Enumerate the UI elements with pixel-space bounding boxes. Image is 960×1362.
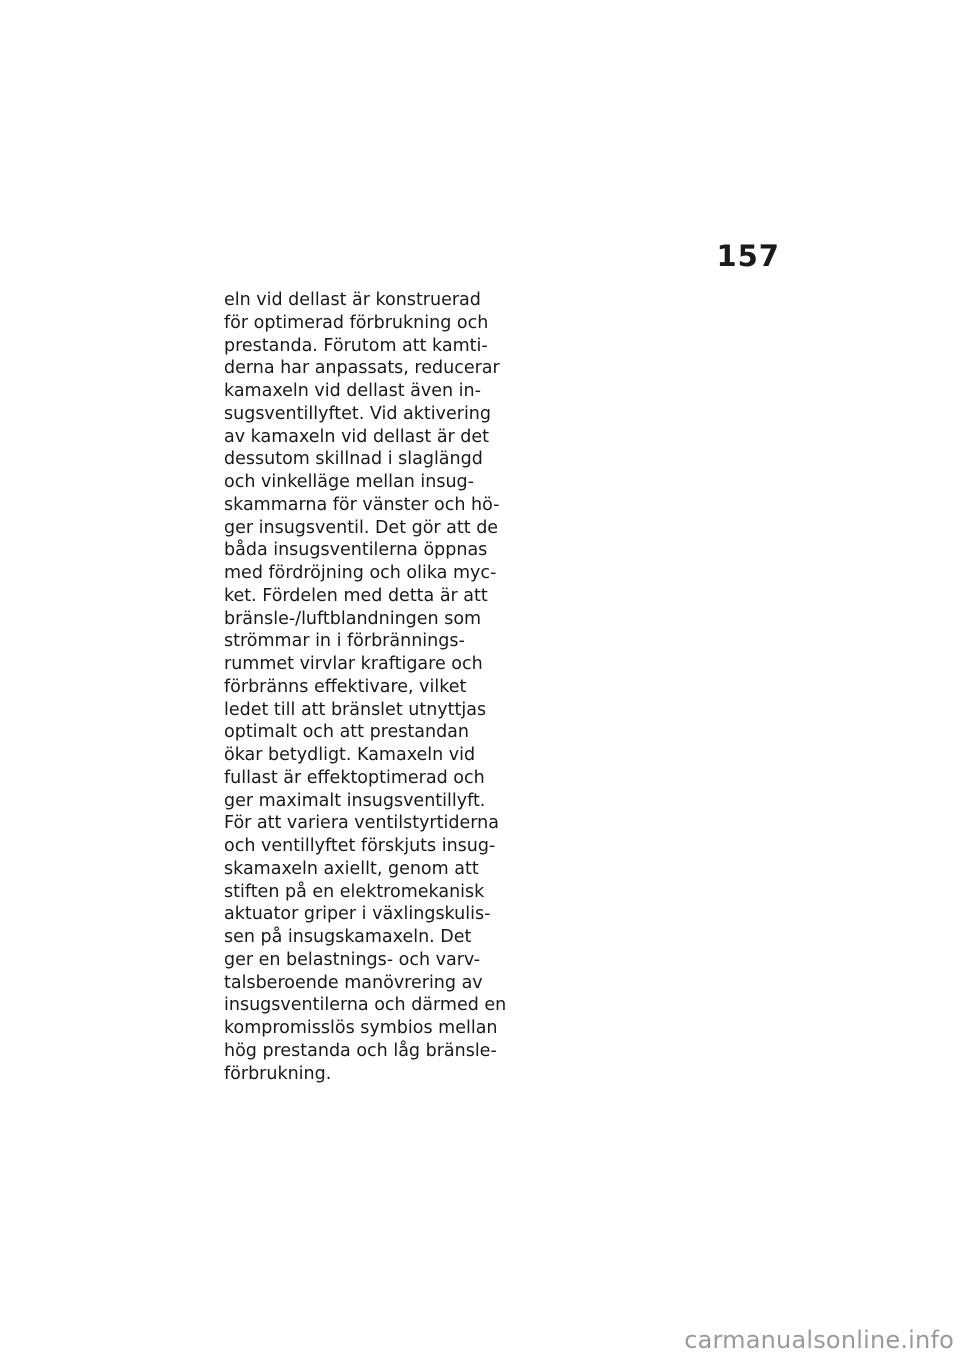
body-line: ledet till att bränslet utnyttjas [224, 699, 487, 720]
body-line: rummet virvlar kraftigare och [224, 654, 483, 674]
body-line: insugsventilerna och därmed en [224, 995, 507, 1016]
body-line: kamaxeln vid dellast även in- [224, 381, 481, 401]
body-line: för optimerad förbrukning och [224, 312, 489, 333]
body-line: fullast är effektoptimerad och [224, 767, 485, 788]
body-line: ger maximalt insugsventillyft. [224, 790, 486, 811]
body-line: sugsventillyftet. Vid aktivering [224, 403, 492, 424]
body-line: prestanda. Förutom att kamti- [224, 335, 488, 356]
body-line: dessutom skillnad i slaglängd [224, 449, 483, 470]
body-line: För att variera ventilstyrtiderna [224, 813, 499, 834]
body-line: förbrukning. [224, 1063, 332, 1084]
body-line: förbränns effektivare, vilket [224, 676, 467, 697]
body-line: aktuator griper i växlingskulis- [224, 904, 491, 925]
body-line: eln vid dellast är konstruerad [224, 290, 481, 310]
body-paragraph [224, 289, 514, 1085]
body-line: med fördröjning och olika myc- [224, 563, 497, 583]
body-line: av kamaxeln vid dellast är det [224, 426, 490, 447]
page-number: 157 [716, 239, 780, 273]
body-line: skammarna för vänster och hö- [224, 494, 500, 515]
body-line: sen på insugskamaxeln. Det [224, 927, 472, 947]
body-line: ökar betydligt. Kamaxeln vid [224, 745, 476, 765]
body-line: och vinkelläge mellan insug- [224, 472, 474, 492]
body-line: derna har anpassats, reducerar [224, 358, 500, 379]
body-line: skamaxeln axiellt, genom att [224, 858, 479, 879]
body-line: talsberoende manövrering av [224, 972, 483, 993]
body-line: strömmar in i förbrännings- [224, 631, 465, 652]
body-line: hög prestanda och låg bränsle- [224, 1040, 497, 1061]
watermark-text: carmanualsonline.info [684, 1326, 954, 1354]
body-line: ger en belastnings- och varv- [224, 949, 481, 970]
body-line: kompromisslös symbios mellan [224, 1018, 498, 1038]
body-line: båda insugsventilerna öppnas [224, 540, 488, 561]
body-line: stiften på en elektromekanisk [224, 881, 485, 902]
body-line: optimalt och att prestandan [224, 722, 469, 743]
body-line: och ventillyftet förskjuts insug- [224, 836, 496, 856]
body-line: ket. Fördelen med detta är att [224, 585, 488, 606]
body-line: bränsle-/luftblandningen som [224, 608, 482, 629]
body-line: ger insugsventil. Det gör att de [224, 517, 499, 538]
